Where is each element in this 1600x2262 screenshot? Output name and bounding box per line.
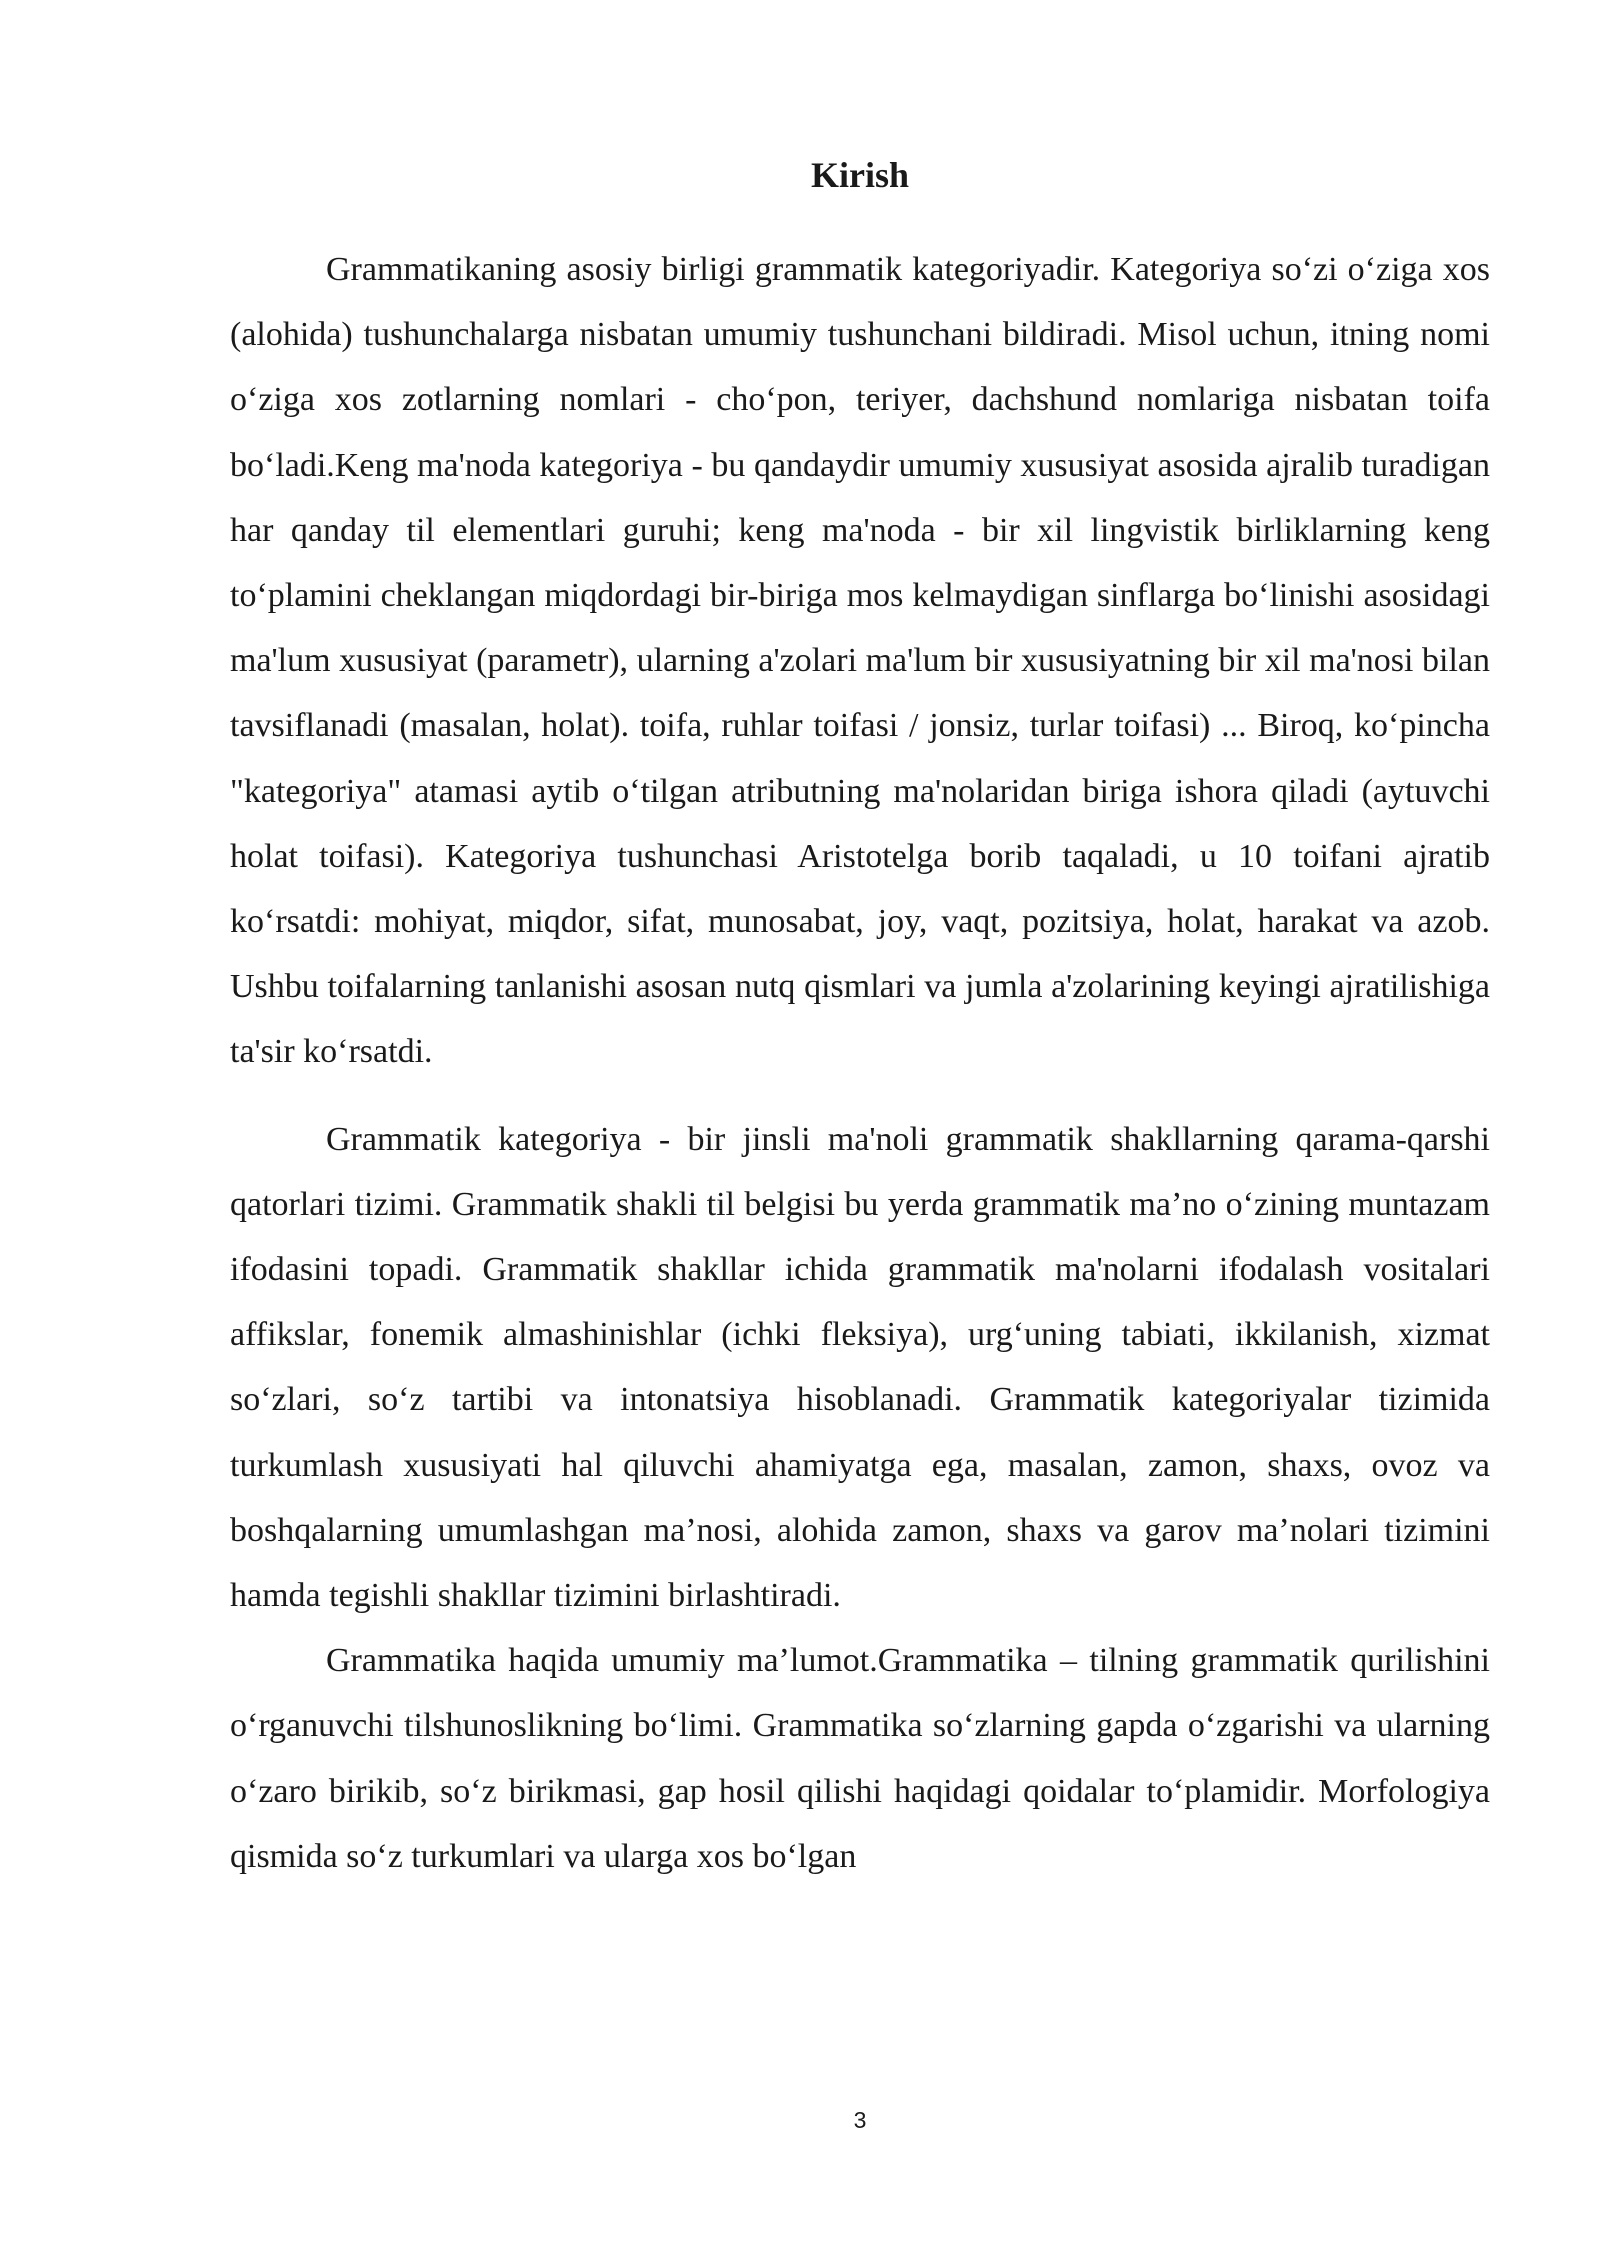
paragraph-1: Grammatikaning asosiy birligi grammatik kategoriyadir. Kategoriya so‘zi o‘ziga xos (alohida) tushunchalarga nisbatan umumiy tushunchani bildiradi. Misol uchun, itning nomi o‘ziga xos zotlarning nomlari - cho‘pon, teriyer, dachshund nomlariga nisbatan toifa bo‘ladi.Keng ma'noda kategoriya - bu qandaydir umumiy xususiyat asosida ajralib turadigan har qanday til elementlari guruhi; keng ma'noda - bir xil lingvistik birliklarning keng to‘plamini cheklangan miqdordagi bir-biriga mos kelmaydigan sinflarga bo‘linishi asosidagi ma'lum xususiyat (parametr), ularning a'zolari ma'lum bir xususiyatning bir xil ma'nosi bilan tavsiflanadi (masalan, holat). toifa, ruhlar toifasi / jonsiz, turlar toifasi) ... Biroq, ko‘pincha "kategoriya" atamasi aytib o‘tilgan atributning ma'nolaridan biriga ishora qiladi (aytuvchi holat toifasi). Kategoriya tushunchasi Aristotelga borib taqaladi, u 10 toifani ajratib ko‘rsatdi: mohiyat, miqdor, sifat, munosabat, joy, vaqt, pozitsiya, holat, harakat va azob. Ushbu toifalarning tanlanishi asosan nutq qismlari va jumla a'zolarining keyingi ajratilishiga ta'sir ko‘rsatdi.: [230, 251, 1490, 1071]
body-text: [230, 237, 1490, 1889]
page-number: 3: [853, 2107, 867, 2133]
page-title: Kirish: [810, 155, 909, 195]
paragraph-3: Grammatika haqida umumiy ma’lumot.Grammatika – tilning grammatik qurilishini o‘rganuvchi tilshunoslikning bo‘limi. Grammatika so‘zlarning gapda o‘zgarishi va ularning o‘zaro birikib, so‘z birikmasi, gap hosil qilishi haqidagi qoidalar to‘plamidir. Morfologiya qismida so‘z turkumlari va ularga xos bo‘lgan: [230, 1642, 1490, 1875]
paragraph-2: Grammatik kategoriya - bir jinsli ma'noli grammatik shakllarning qarama-qarshi qatorlari tizimi. Grammatik shakli til belgisi bu yerda grammatik ma’no o‘zining muntazam ifodasini topadi. Grammatik shakllar ichida grammatik ma'nolarni ifodalash vositalari affikslar, fonemik almashinishlar (ichki fleksiya), urg‘uning tabiati, ikkilanish, xizmat so‘zlari, so‘z tartibi va intonatsiya hisoblanadi. Grammatik kategoriyalar tizimida turkumlash xususiyati hal qiluvchi ahamiyatga ega, masalan, zamon, shaxs, ovoz va boshqalarning umumlashgan ma’nosi, alohida zamon, shaxs va garov ma’nolari tizimini hamda tegishli shakllar tizimini birlashtiradi.: [230, 1120, 1490, 1615]
